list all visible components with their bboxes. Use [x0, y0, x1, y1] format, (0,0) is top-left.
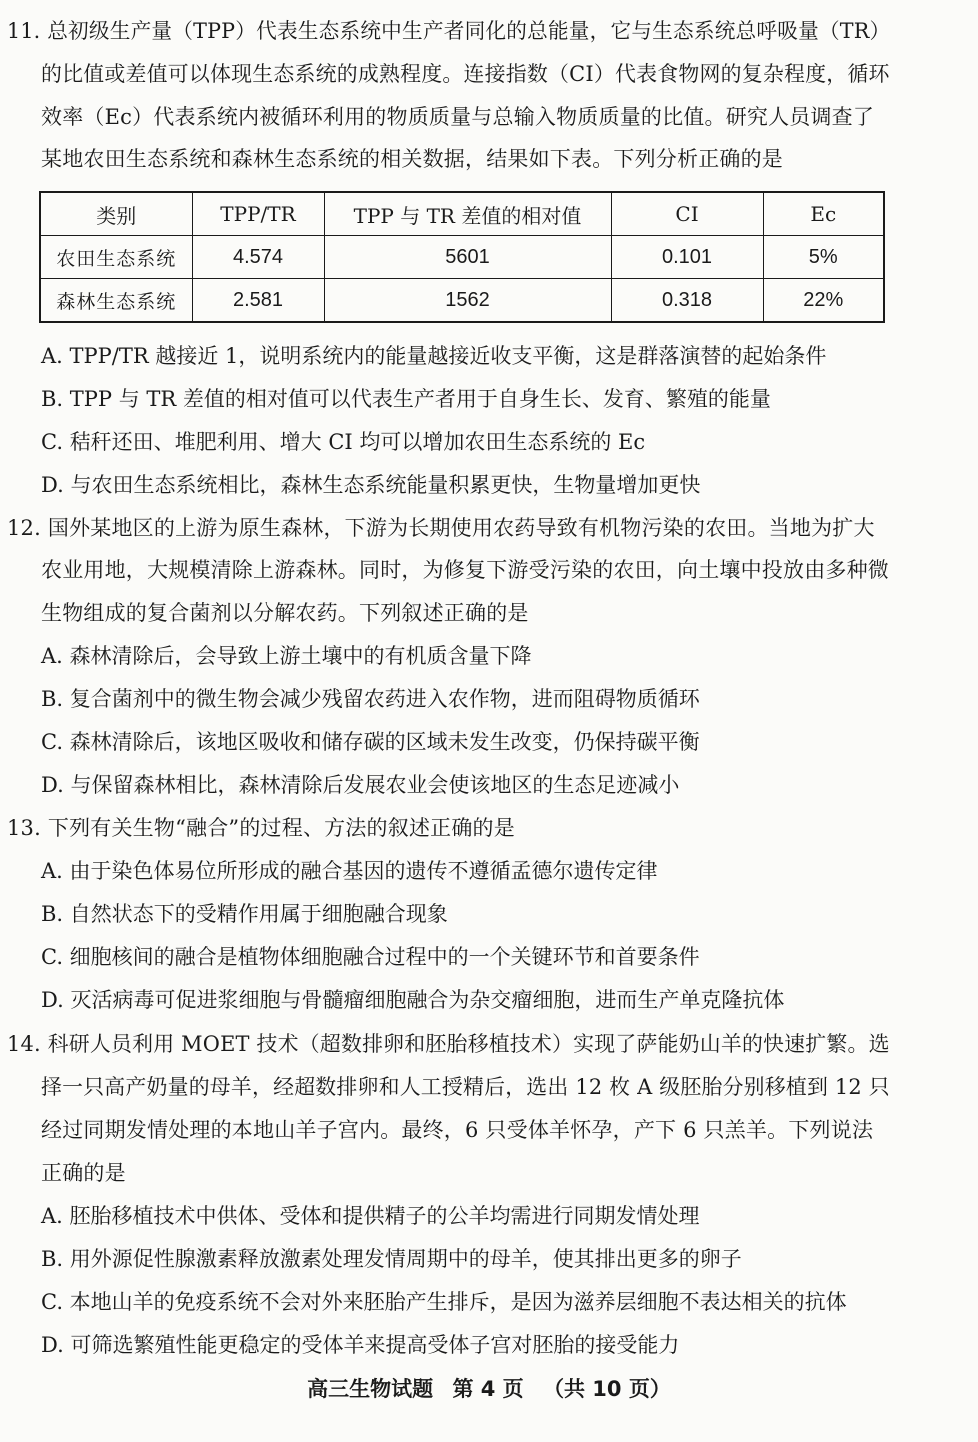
- table-row: [40, 279, 884, 323]
- q12-option-d: D. 与保留森林相比，森林清除后发展农业会使该地区的生态足迹减小: [41, 773, 680, 797]
- q13-option-a: A. 由于染色体易位所形成的融合基因的遗传不遵循孟德尔遗传定律: [41, 859, 658, 883]
- table-cell: 4.574: [192, 236, 324, 279]
- q12-line-3: 生物组成的复合菌剂以分解农药。下列叙述正确的是: [41, 601, 529, 625]
- table-cell: 22%: [763, 279, 884, 323]
- q13-line-1: 13. 下列有关生物“融合”的过程、方法的叙述正确的是: [7, 816, 515, 840]
- table-cell: 森林生态系统: [40, 279, 192, 323]
- q11-option-a: A. TPP/TR 越接近 1，说明系统内的能量越接近收支平衡，这是群落演替的起始条件: [41, 344, 827, 368]
- footer-title: 高三生物试题: [307, 1377, 434, 1401]
- q12-option-a: A. 森林清除后，会导致上游土壤中的有机质含量下降: [41, 644, 532, 668]
- table-header-cell: Ec: [763, 192, 884, 236]
- table-header-row: [40, 192, 884, 236]
- q14-option-c: C. 本地山羊的免疫系统不会对外来胚胎产生排斥，是因为滋养层细胞不表达相关的抗体: [41, 1290, 847, 1314]
- table-cell: 农田生态系统: [40, 236, 192, 279]
- table-header-cell: TPP 与 TR 差值的相对值: [324, 192, 611, 236]
- q12-line-1: 12. 国外某地区的上游为原生森林，下游为长期使用农药导致有机物污染的农田。当地为扩大: [7, 516, 875, 540]
- table-cell: 1562: [324, 279, 611, 323]
- q11-option-c: C. 秸秆还田、堆肥利用、增大 CI 均可以增加农田生态系统的 Ec: [41, 430, 646, 454]
- q11-line-3: 效率（Ec）代表系统内被循环利用的物质质量与总输入物质质量的比值。研究人员调查了: [41, 105, 875, 129]
- q11-option-d: D. 与农田生态系统相比，森林生态系统能量积累更快，生物量增加更快: [41, 473, 701, 497]
- table-cell: 2.581: [192, 279, 324, 323]
- q14-option-a: A. 胚胎移植技术中供体、受体和提供精子的公羊均需进行同期发情处理: [41, 1204, 700, 1228]
- q12-option-c: C. 森林清除后，该地区吸收和储存碳的区域未发生改变，仍保持碳平衡: [41, 730, 700, 754]
- q13-option-c: C. 细胞核间的融合是植物体细胞融合过程中的一个关键环节和首要条件: [41, 945, 700, 969]
- table-cell: 5%: [763, 236, 884, 279]
- q11-line-2: 的比值或差值可以体现生态系统的成熟程度。连接指数（CI）代表食物网的复杂程度，循环: [41, 62, 890, 86]
- q11-line-1: 11. 总初级生产量（TPP）代表生态系统中生产者同化的总能量，它与生态系统总呼吸量（TR）: [7, 19, 891, 43]
- q14-line-2: 择一只高产奶量的母羊，经超数排卵和人工授精后，选出 12 枚 A 级胚胎分别移植到 12 只: [41, 1075, 890, 1099]
- table-header-cell: CI: [611, 192, 763, 236]
- q13-option-b: B. 自然状态下的受精作用属于细胞融合现象: [41, 902, 448, 926]
- q11-line-4: 某地农田生态系统和森林生态系统的相关数据，结果如下表。下列分析正确的是: [41, 147, 783, 171]
- q14-line-4: 正确的是: [41, 1161, 126, 1185]
- table-header-cell: 类别: [40, 192, 192, 236]
- table-header-cell: TPP/TR: [192, 192, 324, 236]
- q11-option-b: B. TPP 与 TR 差值的相对值可以代表生产者用于自身生长、发育、繁殖的能量: [41, 387, 771, 411]
- q12-line-2: 农业用地，大规模清除上游森林。同时，为修复下游受污染的农田，向土壤中投放由多种微: [41, 558, 889, 582]
- q13-option-d: D. 灭活病毒可促进浆细胞与骨髓瘤细胞融合为杂交瘤细胞，进而生产单克隆抗体: [41, 988, 785, 1012]
- table-cell: 5601: [324, 236, 611, 279]
- footer-total-pages: （共 10 页）: [543, 1377, 671, 1401]
- q14-line-3: 经过同期发情处理的本地山羊子宫内。最终，6 只受体羊怀孕，产下 6 只羔羊。下列说法: [41, 1118, 874, 1142]
- q12-option-b: B. 复合菌剂中的微生物会减少残留农药进入农作物，进而阻碍物质循环: [41, 687, 700, 711]
- q14-option-d: D. 可筛选繁殖性能更稳定的受体羊来提高受体子宫对胚胎的接受能力: [41, 1333, 680, 1357]
- q14-line-1: 14. 科研人员利用 MOET 技术（超数排卵和胚胎移植技术）实现了萨能奶山羊的快速扩繁。选: [7, 1032, 890, 1056]
- page-footer: [0, 1372, 978, 1406]
- table-cell: 0.318: [611, 279, 763, 323]
- footer-page-number: 第 4 页: [452, 1377, 524, 1401]
- data-table: [39, 191, 885, 323]
- table-row: [40, 236, 884, 279]
- q14-option-b: B. 用外源促性腺激素释放激素处理发情周期中的母羊，使其排出更多的卵子: [41, 1247, 742, 1271]
- table-cell: 0.101: [611, 236, 763, 279]
